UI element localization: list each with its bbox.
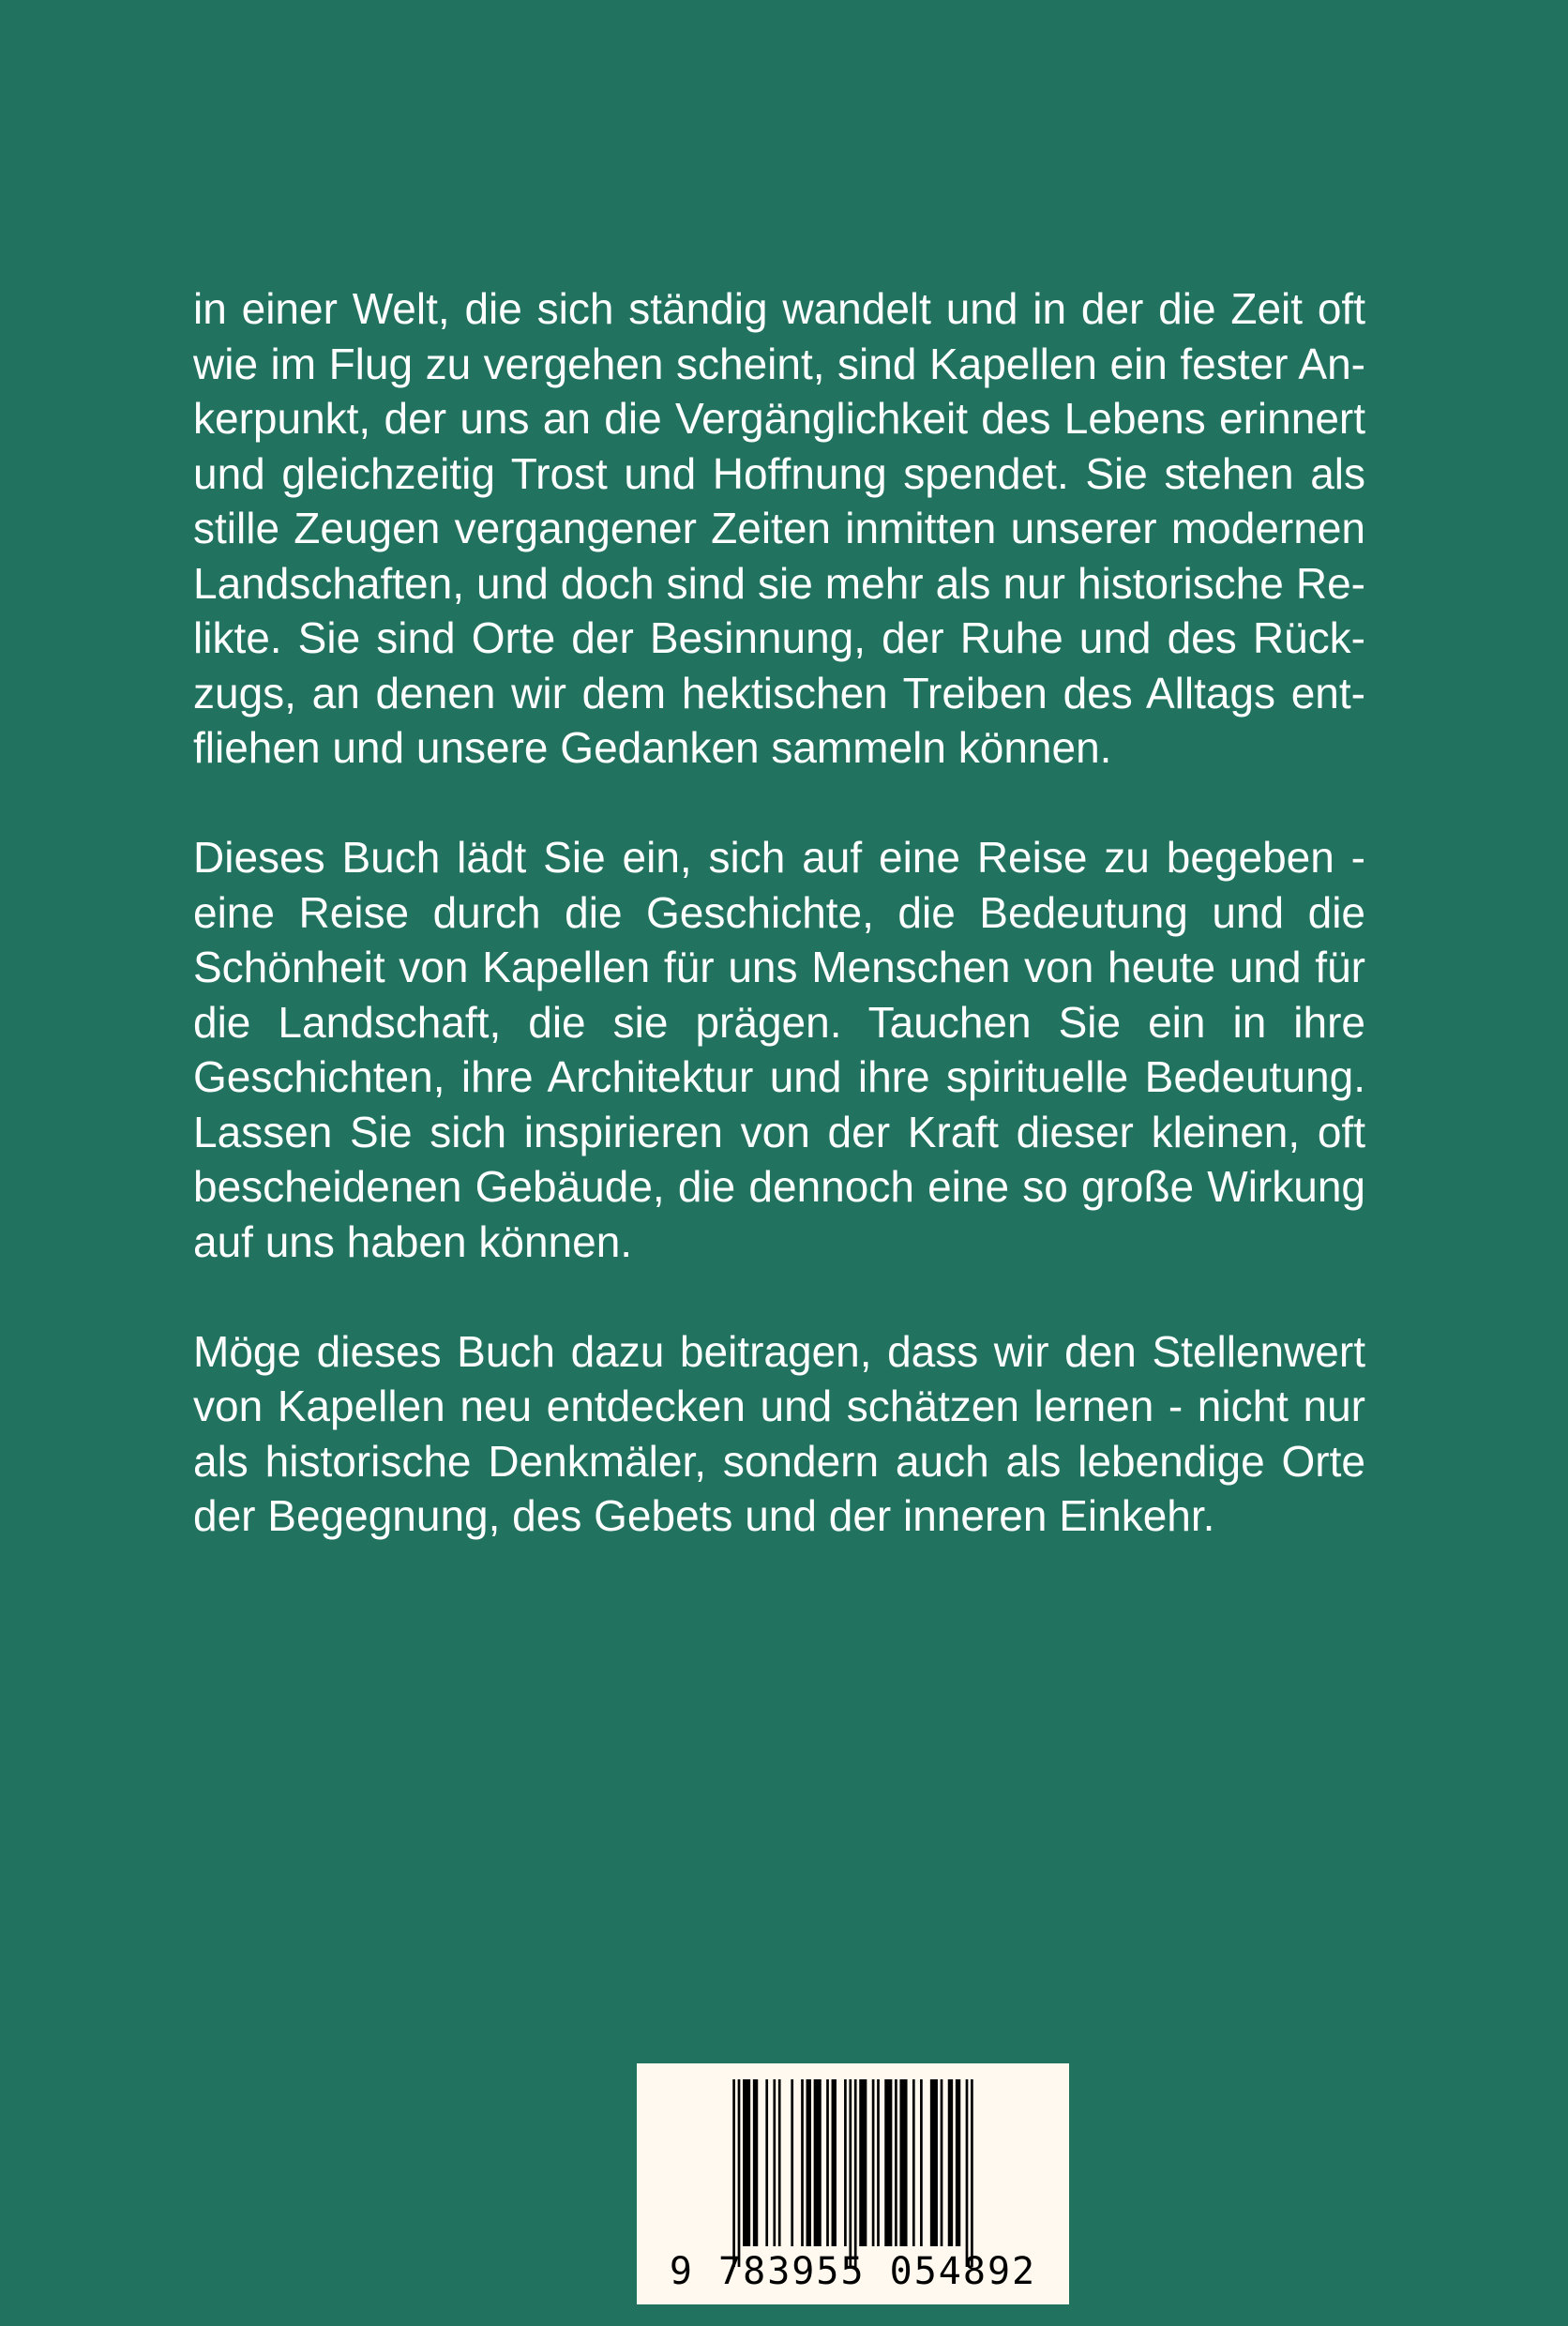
barcode-bar [941,2079,943,2246]
barcode-bar [948,2079,953,2246]
barcode-bar [765,2079,768,2246]
barcode-bar [971,2079,973,2267]
barcode-bar [912,2079,915,2246]
barcode-bar [849,2079,852,2267]
barcode-bar [854,2079,857,2267]
barcode-bar [832,2079,837,2246]
isbn-barcode [637,2063,1069,2304]
barcode-bar [732,2079,735,2267]
barcode-bar [956,2079,960,2246]
barcode-bar [872,2079,875,2246]
barcode-bar [895,2079,897,2246]
barcode-bar [899,2079,907,2246]
barcode-bar [826,2079,829,2246]
barcode-bar [877,2079,880,2246]
barcode-bar [778,2079,781,2246]
barcode-bar [738,2079,741,2267]
barcode-bar [814,2079,822,2246]
barcode-bar [807,2079,811,2246]
blurb-paragraph-2: Dieses Buch lädt Sie ein, sich auf eine Reise zu begeben - eine Reise durch die Geschichte, die Bedeutung und die Schönheit von Kapellen für uns Menschen von heute und für die Landschaft, die sie prägen. Tauchen Sie ein in ihre Geschichten, ihre Architektur und ihre spirituelle Bedeutung. Lassen Sie sich inspirieren von der Kraft dieser kleinen, oft bescheidenen Gebäude, die dennoch eine so große Wirkung auf uns haben können. [193,833,1365,1266]
barcode-bar [844,2079,847,2246]
barcode-bar [930,2079,938,2246]
isbn-digits: 9 783955 054892 [669,2250,1037,2293]
blurb-paragraph-3: Möge dieses Buch dazu beitragen, dass wir den Stellenwert von Kapellen neu entdecken und schätzen lernen - nicht nur als historische Denkmäler, sondern auch als lebendige Orte der Begegnung, des Gebets und der inneren Einkehr. [193,1326,1365,1540]
barcode-bar [743,2079,750,2246]
blurb-text [193,281,1365,1598]
barcode-bar [753,2079,758,2246]
barcode-bar [791,2079,793,2246]
barcode-bar [801,2079,804,2246]
barcode-bar [966,2079,969,2267]
blurb-paragraph-1: in einer Welt, die sich ständig wandelt und in der die Zeit oft wie im Flug zu vergehen scheint, sind Kapellen ein fester Ankerpunkt, der uns an die Vergänglichkeit des Lebens erinnert und gleichzeitig Trost und Hoffnung spendet. Sie stehen als stille Zeugen vergangener Zeiten inmitten unserer modernen Landschaften, und doch sind sie mehr als nur historische Relikte. Sie sind Orte der Besinnung, der Ruhe und des Rückzugs, an denen wir dem hektischen Treiben des Alltags entfliehen und unsere Gedanken sammeln können. [193,284,1365,772]
barcode-bar [920,2079,923,2246]
barcode-bar [884,2079,892,2246]
barcode-bar [773,2079,776,2246]
barcode-bar [859,2079,867,2246]
